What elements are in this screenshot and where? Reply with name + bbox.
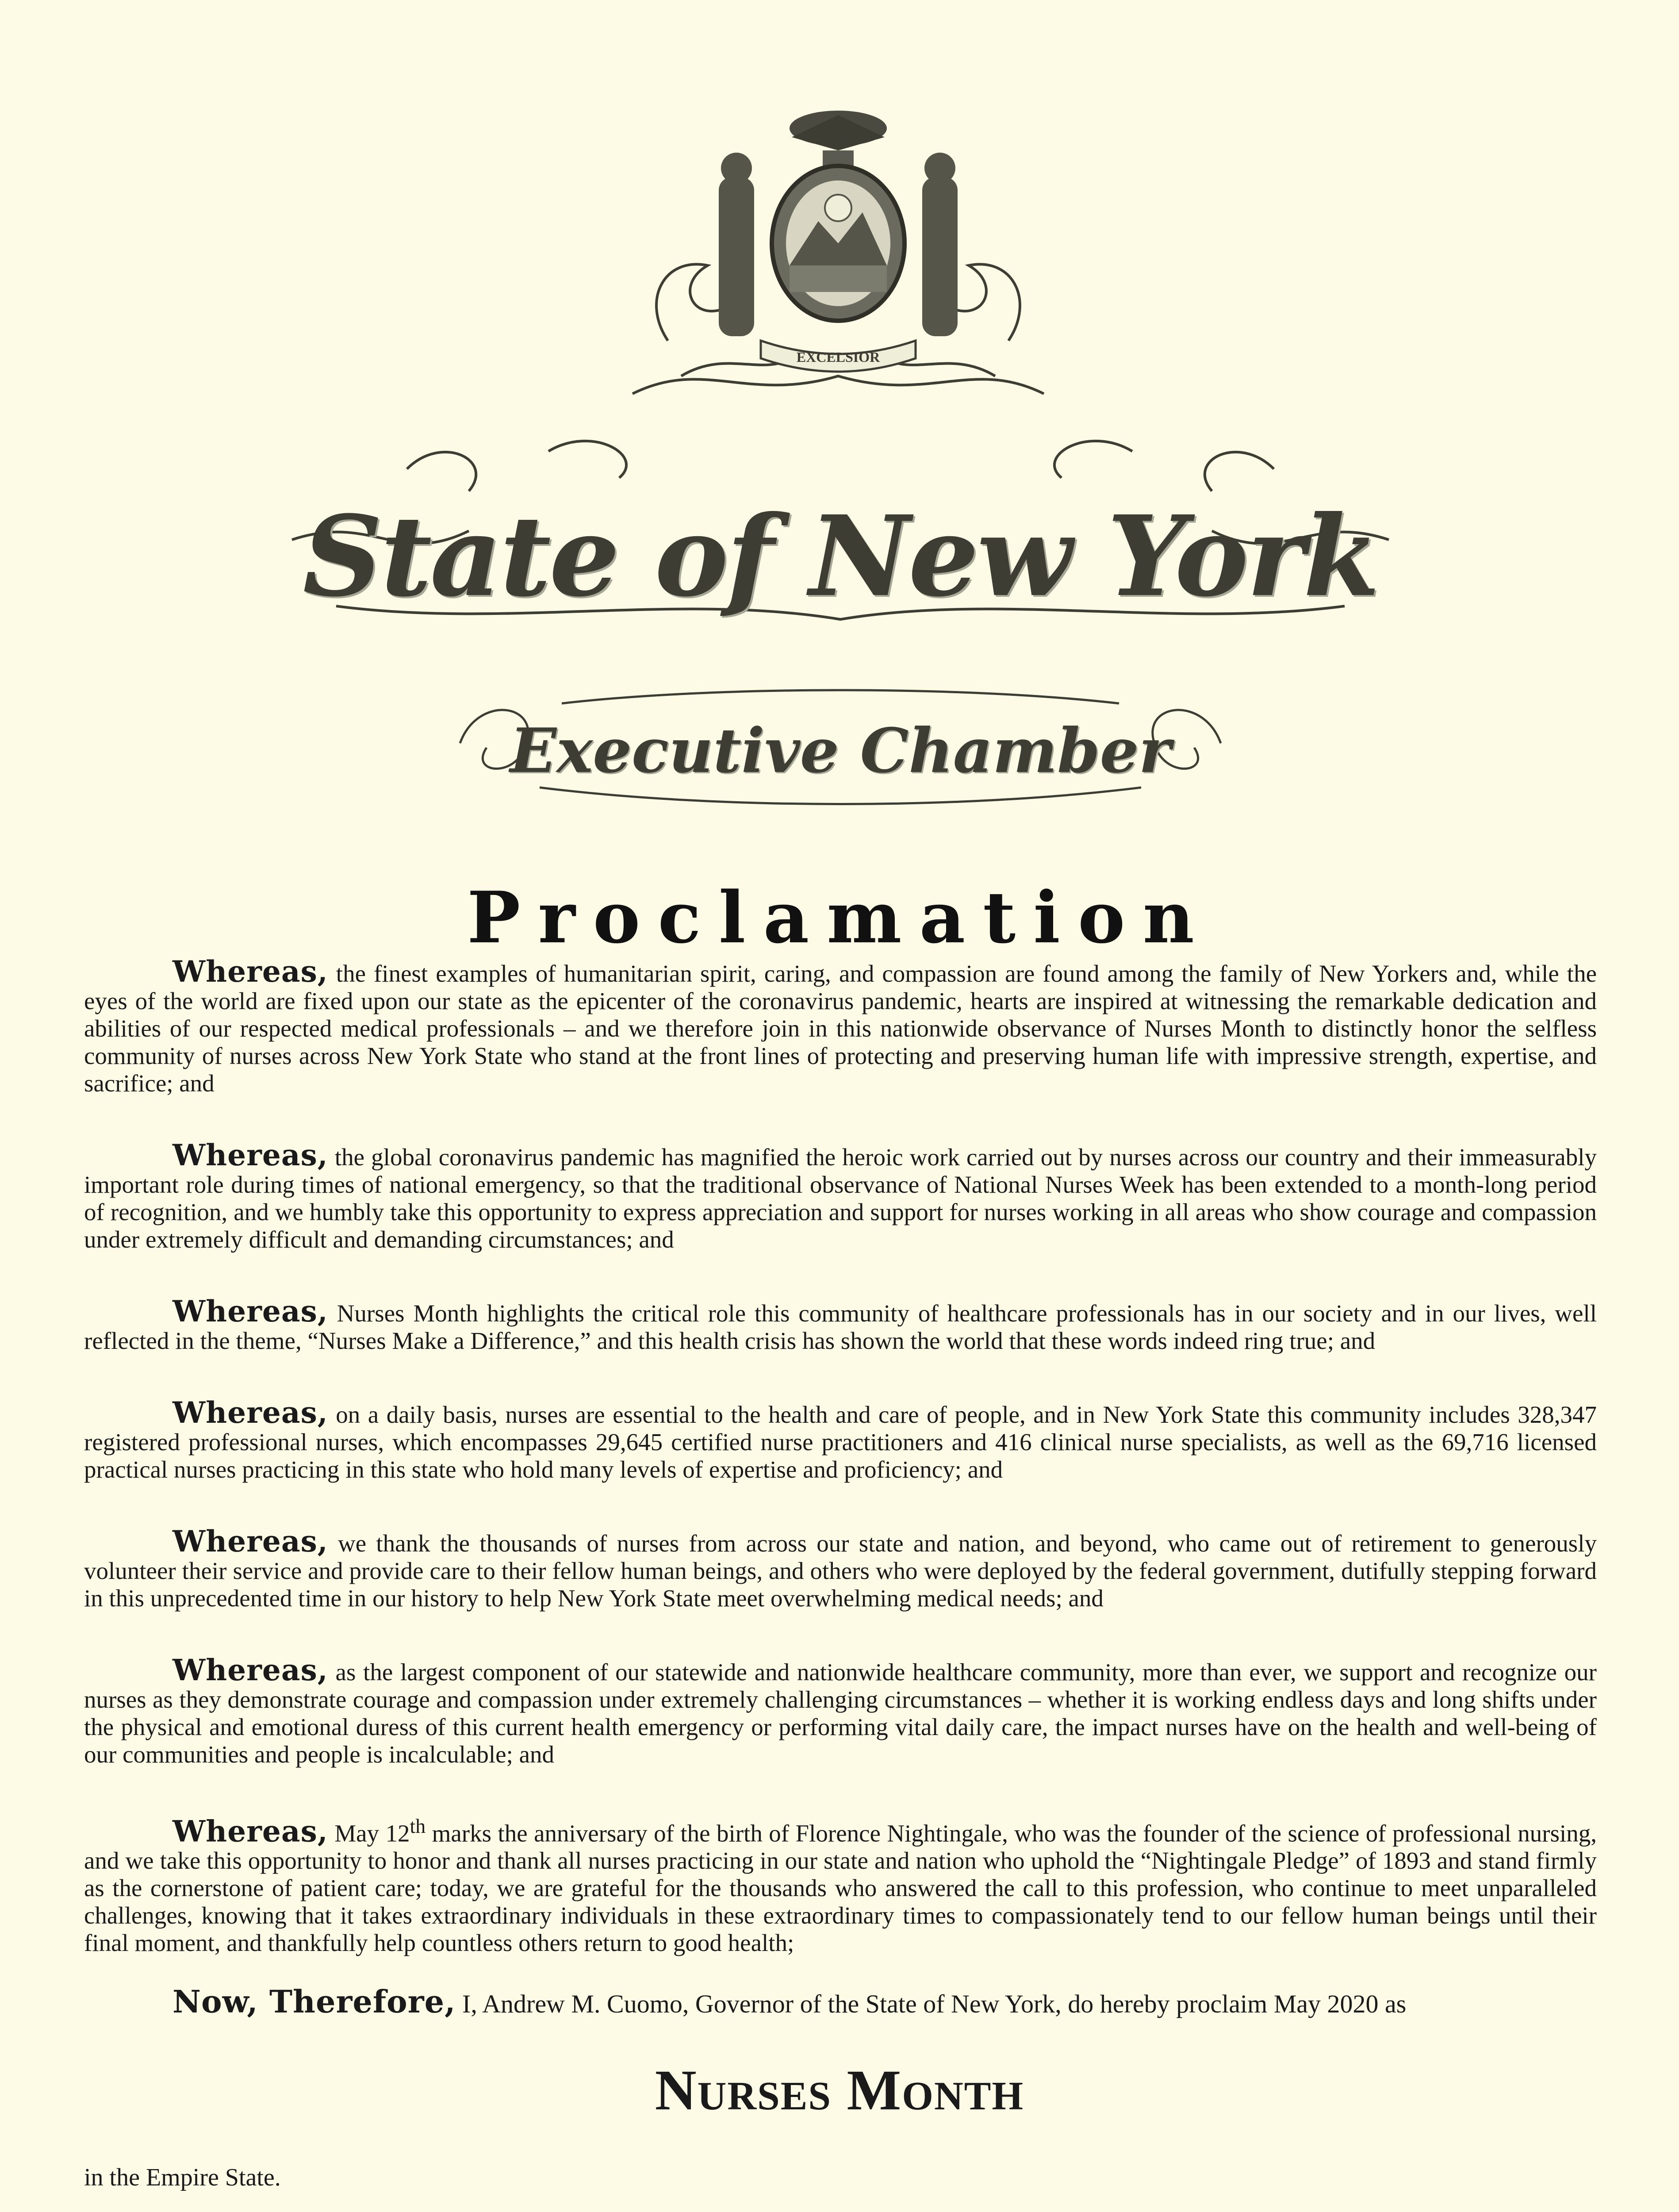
whereas-lead: Whereas,	[172, 1653, 328, 1687]
clause-text: the global coronavirus pandemic has magnified the heroic work carried out by nurses across our country and their immeasurably important role during times of national emergency, so that the traditional observance of National Nurses Week has been extended to a month-long period of recognition, and we humbly take this opportunity to express appreciation and support for nurses working in all areas who show courage and compassion under extremely difficult and demanding circumstances; and	[84, 1144, 1597, 1253]
state-title-banner	[283, 425, 1398, 655]
whereas-clause	[84, 1653, 1597, 1768]
state-title: State of New York	[303, 491, 1378, 621]
whereas-clause	[84, 1813, 1597, 1957]
whereas-lead: Whereas,	[172, 1814, 328, 1849]
whereas-lead: Whereas,	[172, 1294, 328, 1329]
document-title: Proclamation	[467, 876, 1212, 959]
whereas-clause	[84, 1395, 1597, 1483]
whereas-lead: Whereas,	[172, 1138, 328, 1172]
clause-text: the finest examples of humanitarian spirit, caring, and compassion are found among the family of New Yorkers and, while the eyes of the world are fixed upon our state as the epicenter of the coronavirus pandemic, hearts are inspired at witnessing the remarkable dedication and abilities of our respected medical professionals – and we therefore join in this nationwide observance of Nurses Month to distinctly honor the selfless community of nurses across New York State who stand at the front lines of protecting and preserving human life with impressive strength, expertise, and sacrifice; and	[84, 960, 1597, 1097]
clause-text: we thank the thousands of nurses from across our state and nation, and beyond, who came out of retirement to generously volunteer their service and provide care to their fellow human beings, and others who were deployed by the federal government, dutifully stepping forward in this unprecedented time in our history to help New York State meet overwhelming medical needs; and	[84, 1530, 1597, 1612]
whereas-lead: Whereas,	[172, 1524, 328, 1559]
coat-of-arms-emblem	[615, 111, 1062, 429]
resolution-text: I, Andrew M. Cuomo, Governor of the State of New York, do hereby proclaim May 2020 as	[456, 1989, 1407, 2019]
whereas-clause	[84, 1138, 1597, 1253]
clause-text: Nurses Month highlights the critical role this community of healthcare professionals has in our society and in our lives, well reflected in the theme, “Nurses Make a Difference,” and this health crisis has shown the world that these words indeed ring true; and	[84, 1300, 1597, 1354]
clause-text: marks the anniversary of the birth of Florence Nightingale, who was the founder of the science of professional nursing, and we take this opportunity to honor and thank all nurses practicing in our state and nation who uphold the “Nightingale Pledge” of 1893 and stand firmly as the cornerstone of patient care; today, we are grateful for the thousands who answered the call to this profession, who continue to meet unparalleled challenges, knowing that it takes extraordinary individuals in these extraordinary times to compassionately tend to our fellow human beings until their final moment, and thankfully help countless others return to good health;	[84, 1820, 1597, 1957]
clauses	[84, 954, 1597, 2062]
coat-of-arms-motto: EXCELSIOR	[796, 349, 880, 365]
whereas-lead: Whereas,	[172, 954, 328, 989]
ordinal-suffix: th	[410, 1815, 426, 1837]
clause-text: as the largest component of our statewide and nationwide healthcare community, more than ever, we support and recognize our nurses as they demonstrate courage and compassion under extremely challenging circumstances – whether it is working endless days and long shifts under the physical and emotional duress of this current health emergency or performing vital daily care, the impact nurses have on the health and well-being of our communities and people is incalculable; and	[84, 1659, 1597, 1768]
whereas-clause	[84, 1524, 1597, 1612]
empire-state-line: in the Empire State.	[84, 2164, 281, 2191]
whereas-clause	[84, 1294, 1597, 1355]
resolution-clause	[84, 1983, 1597, 2020]
whereas-clause	[84, 954, 1597, 1097]
whereas-lead: Whereas,	[172, 1395, 328, 1430]
clause-text: May 12	[328, 1820, 410, 1847]
proclaimed-month-title: Nurses Month	[655, 2058, 1024, 2122]
resolution-lead: Now, Therefore,	[172, 1983, 456, 2020]
executive-chamber-title: Executive Chamber	[510, 714, 1171, 787]
executive-chamber-banner	[451, 677, 1230, 810]
clause-text: on a daily basis, nurses are essential to the health and care of people, and in New York State this community includes 328,347 registered professional nurses, which encompasses 29,645 certified nurse practitioners and 416 clinical nurse specialists, as well as the 69,716 licensed practical nurses practicing in this state who hold many levels of expertise and proficiency; and	[84, 1401, 1597, 1483]
